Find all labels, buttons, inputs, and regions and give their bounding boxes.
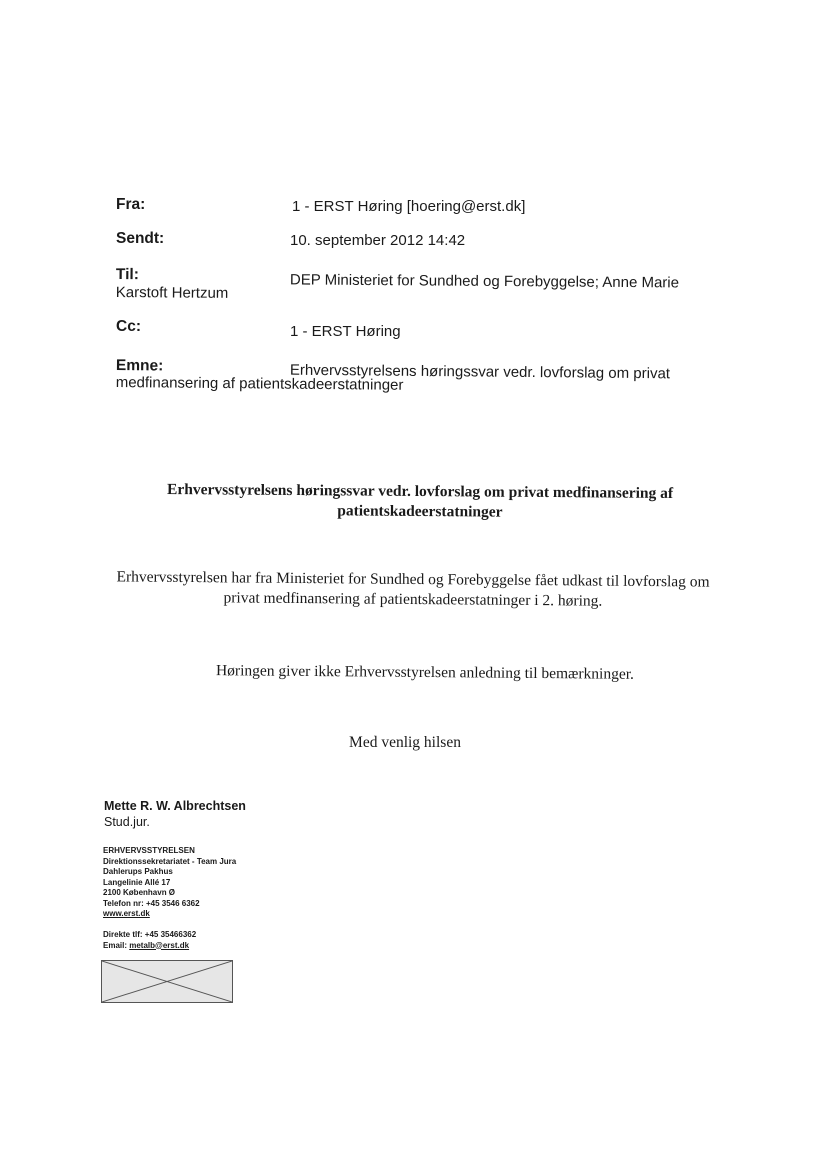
org-name: ERHVERVSSTYRELSEN: [103, 846, 195, 855]
signature-name: Mette R. W. Albrechtsen: [104, 799, 246, 813]
memo-statement: Høringen giver ikke Erhvervsstyrelsen anledning til bemærkninger.: [215, 662, 635, 683]
to-value: DEP Ministeriet for Sundhed og Forebyggelse; Anne Marie: [289, 271, 680, 292]
email-link[interactable]: metalb@erst.dk: [129, 940, 190, 950]
org-street: Langelinie Allé 17: [103, 877, 171, 887]
memo-paragraph: [100, 567, 726, 612]
to-value-continued: Karstoft Hertzum: [115, 283, 229, 302]
header-sent-row: [116, 230, 716, 252]
direct-contact-block: [103, 930, 196, 951]
to-label: Til:: [115, 266, 139, 284]
organization-block: [103, 846, 236, 920]
memo-title: [140, 480, 700, 524]
sent-label: Sendt:: [116, 230, 165, 247]
broken-image-icon: [101, 960, 233, 1003]
header-subject-row: [116, 357, 716, 399]
org-department: Direktionssekretariatet - Team Jura: [103, 856, 237, 866]
org-building: Dahlerups Pakhus: [103, 867, 173, 876]
org-city: 2100 København Ø: [103, 888, 176, 897]
memo-closing: Med venlig hilsen: [349, 734, 461, 751]
signature-title: Stud.jur.: [104, 815, 150, 829]
memo-title-line-1: Erhvervsstyrelsens høringssvar vedr. lovforslag om privat medfinansering af: [166, 481, 674, 502]
header-from-row: [116, 196, 716, 218]
broken-image-cross: [102, 961, 232, 1002]
memo-paragraph-line-2: privat medfinansering af patientskadeerstatninger i 2. høring.: [223, 589, 603, 610]
memo-paragraph-line-1: Erhvervsstyrelsen har fra Ministeriet for Sundhed og Forebyggelse fået udkast til lovforslag om: [116, 568, 710, 591]
sent-value: 10. september 2012 14:42: [290, 232, 466, 249]
from-label: Fra:: [116, 196, 146, 213]
subject-label: Emne:: [115, 357, 164, 375]
org-website-link[interactable]: www.erst.dk: [103, 909, 150, 918]
header-to-row: [116, 266, 716, 307]
header-cc-row: [116, 318, 716, 340]
subject-value-continued: medfinansering af patientskadeerstatninger: [115, 373, 404, 394]
memo-title-line-2: patientskadeerstatninger: [337, 502, 503, 521]
email-label: Email:: [103, 940, 130, 950]
cc-label: Cc:: [116, 318, 141, 335]
org-phone: Telefon nr: +45 3546 6362: [103, 898, 200, 908]
cc-value: 1 - ERST Høring: [290, 323, 401, 340]
subject-value: Erhvervsstyrelsens høringssvar vedr. lovforslag om privat: [289, 361, 671, 383]
email-line: [103, 941, 196, 952]
from-value: 1 - ERST Høring [hoering@erst.dk]: [292, 198, 526, 215]
direct-phone: Direkte tlf: +45 35466362: [103, 930, 197, 939]
